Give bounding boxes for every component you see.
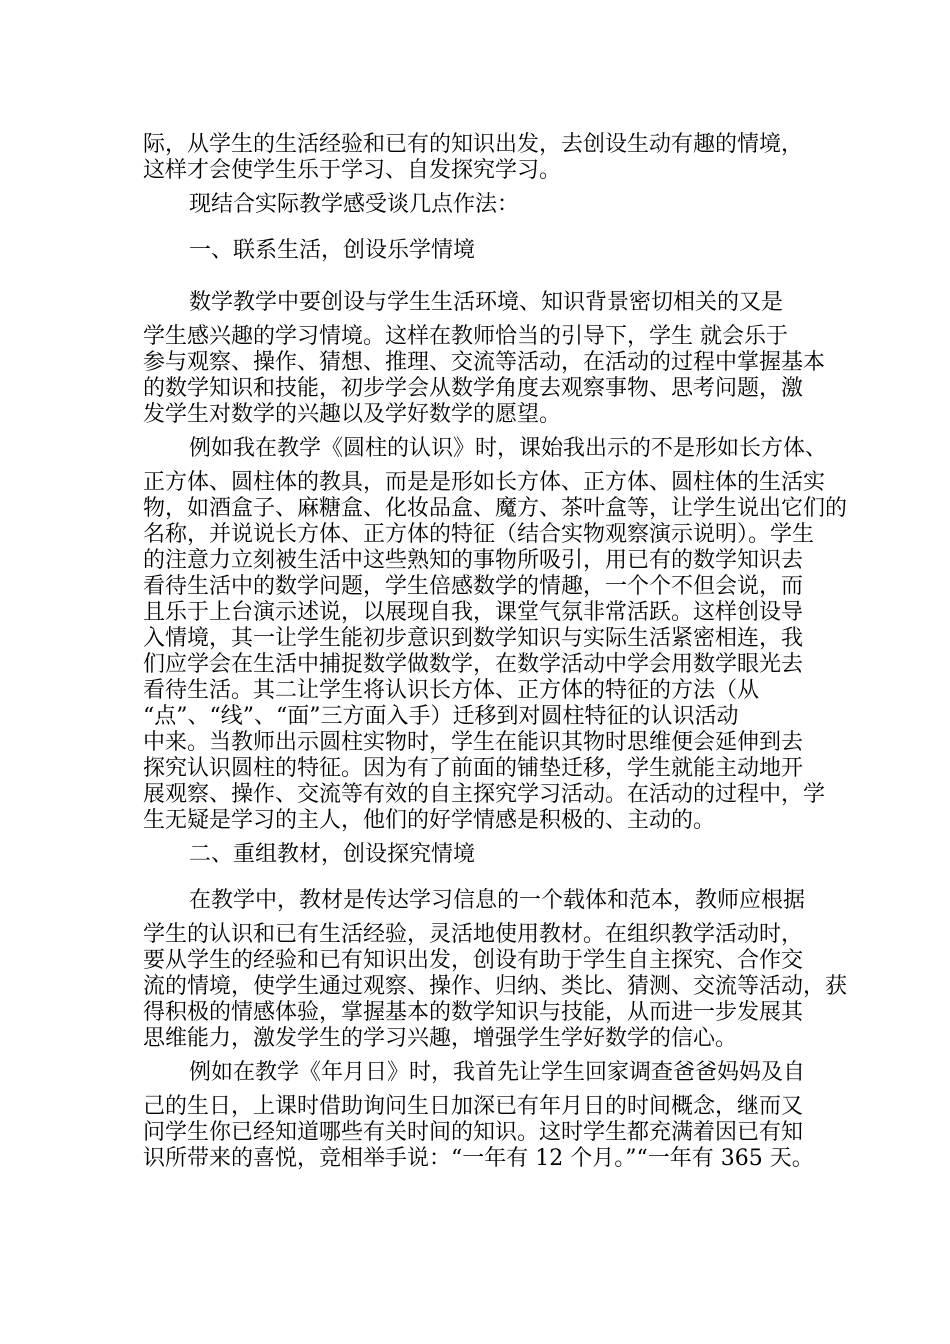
text-line: 且乐于上台演示述说，以展现自我，课堂气氛非常活跃。这样创设导 [143, 600, 804, 625]
text-line: 探究认识圆柱的特征。因为有了前面的铺垫迁移，学生就能主动地开 [143, 756, 804, 781]
text-line: 生无疑是学习的主人，他们的好学情感是积极的、主动的。 [143, 808, 716, 833]
text-line: 数学教学中要创设与学生生活环境、知识背景密切相关的又是 [189, 290, 784, 315]
section-heading: 一、联系生活，创设乐学情境 [189, 238, 476, 263]
text-line: 思维能力，激发学生的学习兴趣，增强学生学好数学的信心。 [143, 1026, 738, 1051]
text-line: 中来。当教师出示圆柱实物时，学生在能识其物时思维便会延伸到去 [143, 730, 804, 755]
text-line: 展观察、操作、交流等有效的自主探究学习活动。在活动的过程中，学 [143, 782, 826, 807]
text-line: 流的情境，使学生通过观察、操作、归纳、类比、猜测、交流等活动，获 [143, 974, 848, 999]
text-line: 得积极的情感体验，掌握基本的数学知识与技能，从而进一步发展其 [143, 1000, 804, 1025]
text-line: 现结合实际教学感受谈几点作法： [189, 192, 520, 217]
text-line: 识所带来的喜悦，竞相举手说：“一年有 12 个月。”“一年有 365 天。 [143, 1146, 814, 1171]
text-line: 看待生活。其二让学生将认识长方体、正方体的特征的方法（从 [143, 678, 760, 703]
text-line: “点”、“线”、“面”三方面入手）迁移到对圆柱特征的认识活动 [143, 704, 739, 729]
text-line: 问学生你已经知道哪些有关时间的知识。这时学生都充满着因已有知 [143, 1120, 804, 1145]
text-line: 物，如酒盒子、麻糖盒、化妆品盒、魔方、茶叶盒等，让学生说出它们的 [143, 496, 848, 521]
text-line: 的注意力立刻被生活中这些熟知的事物所吸引，用已有的数学知识去 [143, 548, 804, 573]
text-line: 在教学中，教材是传达学习信息的一个载体和范本，教师应根据 [189, 888, 806, 913]
text-line: 的数学知识和技能，初步学会从数学角度去观察事物、思考问题，激 [143, 376, 804, 401]
text-line: 要从学生的经验和已有知识出发，创设有助于学生自主探究、合作交 [143, 948, 804, 973]
text-line: 例如我在教学《圆柱的认识》时，课始我出示的不是形如长方体、 [189, 436, 828, 461]
text-line: 名称，并说说长方体、正方体的特征（结合实物观察演示说明）。学生 [143, 522, 815, 547]
text-line: 学生感兴趣的学习情境。这样在教师恰当的引导下，学生 就会乐于 [143, 324, 788, 349]
text-line: 们应学会在生活中捕捉数学做数学，在数学活动中学会用数学眼光去 [143, 652, 804, 677]
text-line: 例如在教学《年月日》时，我首先让学生回家调查爸爸妈妈及自 [189, 1060, 806, 1085]
text-line: 入情境，其一让学生能初步意识到数学知识与实际生活紧密相连，我 [143, 626, 804, 651]
text-line: 参与观察、操作、猜想、推理、交流等活动，在活动的过程中掌握基本 [143, 350, 826, 375]
text-line: 发学生对数学的兴趣以及学好数学的愿望。 [143, 402, 562, 427]
text-line: 看待生活中的数学问题，学生倍感数学的情趣，一个个不但会说，而 [143, 574, 804, 599]
text-line: 这样才会使学生乐于学习、自发探究学习。 [143, 158, 562, 183]
section-heading: 二、重组教材，创设探究情境 [189, 842, 476, 867]
text-line: 学生的认识和已有生活经验，灵活地使用教材。在组织教学活动时， [143, 922, 804, 947]
text-line: 己的生日，上课时借助询问生日加深已有年月日的时间概念，继而又 [143, 1094, 804, 1119]
text-line: 际，从学生的生活经验和已有的知识出发，去创设生动有趣的情境， [143, 132, 804, 157]
text-line: 正方体、圆柱体的教具，而是是形如长方体、正方体、圆柱体的生活实 [143, 470, 826, 495]
